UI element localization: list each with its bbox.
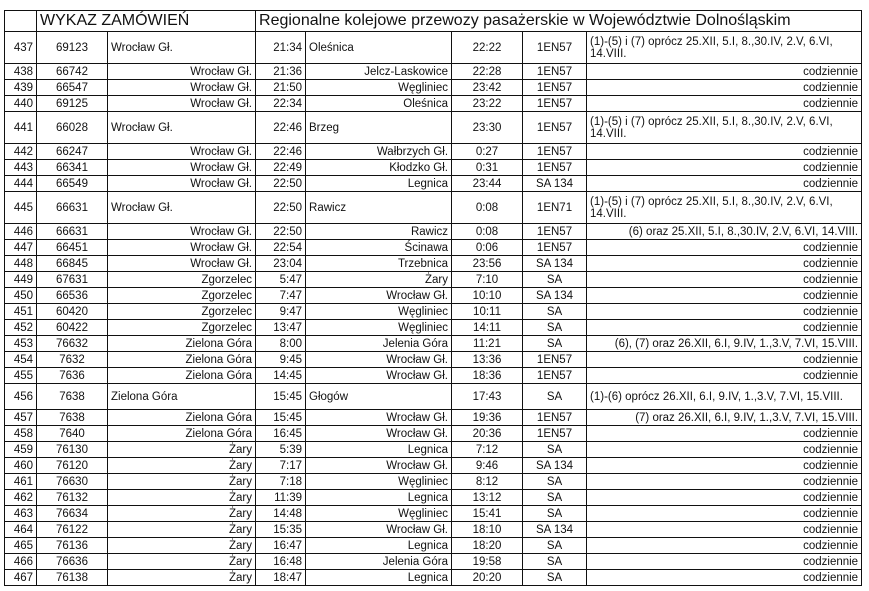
destination-station-cell: Legnica bbox=[306, 442, 452, 458]
row-number-cell: 465 bbox=[5, 538, 37, 554]
train-number-cell: 76132 bbox=[37, 490, 108, 506]
row-number-cell: 450 bbox=[5, 288, 37, 304]
rolling-stock-cell: SA bbox=[523, 320, 587, 336]
departure-time-cell: 7:18 bbox=[256, 474, 306, 490]
row-number-cell: 454 bbox=[5, 352, 37, 368]
train-number-cell: 76122 bbox=[37, 522, 108, 538]
table-row bbox=[5, 144, 862, 160]
rolling-stock-cell: SA bbox=[523, 272, 587, 288]
row-number-cell: 460 bbox=[5, 458, 37, 474]
table-row bbox=[5, 384, 862, 410]
destination-station-cell: Brzeg bbox=[306, 112, 452, 144]
rolling-stock-cell: 1EN57 bbox=[523, 64, 587, 80]
row-number-cell: 437 bbox=[5, 32, 37, 64]
table-row bbox=[5, 176, 862, 192]
destination-station-cell: Wrocław Gł. bbox=[306, 426, 452, 442]
row-number-cell: 467 bbox=[5, 570, 37, 586]
arrival-time-cell: 9:46 bbox=[452, 458, 523, 474]
row-number-cell: 462 bbox=[5, 490, 37, 506]
origin-station-cell: Wrocław Gł. bbox=[108, 112, 256, 144]
running-days-cell: codziennie bbox=[587, 554, 862, 570]
arrival-time-cell: 0:27 bbox=[452, 144, 523, 160]
departure-time-cell: 22:54 bbox=[256, 240, 306, 256]
train-number-cell: 66547 bbox=[37, 80, 108, 96]
destination-station-cell: Żary bbox=[306, 272, 452, 288]
origin-station-cell: Wrocław Gł. bbox=[108, 256, 256, 272]
rolling-stock-cell: 1EN57 bbox=[523, 240, 587, 256]
origin-station-cell: Zgorzelec bbox=[108, 320, 256, 336]
train-number-cell: 7638 bbox=[37, 384, 108, 410]
running-days-cell: codziennie bbox=[587, 176, 862, 192]
origin-station-cell: Wrocław Gł. bbox=[108, 160, 256, 176]
running-days-cell: (7) oraz 26.XII, 6.I, 9.IV, 1.,3.V, 7.VI, 15.VIII. bbox=[587, 410, 862, 426]
running-days-cell: codziennie bbox=[587, 144, 862, 160]
running-days-cell: codziennie bbox=[587, 570, 862, 586]
rolling-stock-cell: SA bbox=[523, 570, 587, 586]
row-number-cell: 461 bbox=[5, 474, 37, 490]
destination-station-cell: Legnica bbox=[306, 176, 452, 192]
destination-station-cell: Węgliniec bbox=[306, 506, 452, 522]
running-days-cell: codziennie bbox=[587, 160, 862, 176]
origin-station-cell: Żary bbox=[108, 570, 256, 586]
departure-time-cell: 22:34 bbox=[256, 96, 306, 112]
rolling-stock-cell: SA 134 bbox=[523, 256, 587, 272]
running-days-cell: codziennie bbox=[587, 442, 862, 458]
train-number-cell: 66631 bbox=[37, 224, 108, 240]
header-row bbox=[5, 11, 862, 32]
arrival-time-cell: 10:11 bbox=[452, 304, 523, 320]
table-row bbox=[5, 410, 862, 426]
destination-station-cell: Rawicz bbox=[306, 192, 452, 224]
table-row bbox=[5, 522, 862, 538]
departure-time-cell: 23:04 bbox=[256, 256, 306, 272]
table-row bbox=[5, 96, 862, 112]
arrival-time-cell: 14:11 bbox=[452, 320, 523, 336]
row-number-cell: 455 bbox=[5, 368, 37, 384]
running-days-cell: (6) oraz 25.XII, 5.I, 8.,30.IV, 2.V, 6.VI, 14.VIII. bbox=[587, 224, 862, 240]
departure-time-cell: 22:46 bbox=[256, 112, 306, 144]
running-days-cell: codziennie bbox=[587, 538, 862, 554]
departure-time-cell: 14:48 bbox=[256, 506, 306, 522]
rolling-stock-cell: SA 134 bbox=[523, 176, 587, 192]
destination-station-cell: Węgliniec bbox=[306, 80, 452, 96]
rolling-stock-cell: 1EN71 bbox=[523, 192, 587, 224]
origin-station-cell: Zgorzelec bbox=[108, 304, 256, 320]
rolling-stock-cell: 1EN57 bbox=[523, 368, 587, 384]
origin-station-cell: Wrocław Gł. bbox=[108, 224, 256, 240]
departure-time-cell: 16:45 bbox=[256, 426, 306, 442]
arrival-time-cell: 18:36 bbox=[452, 368, 523, 384]
train-number-cell: 60420 bbox=[37, 304, 108, 320]
running-days-cell: (1)-(5) i (7) oprócz 25.XII, 5.I, 8.,30.IV, 2.V, 6.VI, 14.VIII. bbox=[587, 32, 862, 64]
header-blank-cell bbox=[5, 11, 37, 32]
row-number-cell: 448 bbox=[5, 256, 37, 272]
origin-station-cell: Zielona Góra bbox=[108, 426, 256, 442]
table-row bbox=[5, 336, 862, 352]
departure-time-cell: 15:35 bbox=[256, 522, 306, 538]
table-row bbox=[5, 352, 862, 368]
row-number-cell: 449 bbox=[5, 272, 37, 288]
train-number-cell: 66845 bbox=[37, 256, 108, 272]
arrival-time-cell: 23:42 bbox=[452, 80, 523, 96]
rolling-stock-cell: SA bbox=[523, 384, 587, 410]
departure-time-cell: 21:34 bbox=[256, 32, 306, 64]
destination-station-cell: Jelenia Góra bbox=[306, 554, 452, 570]
arrival-time-cell: 0:31 bbox=[452, 160, 523, 176]
train-number-cell: 66341 bbox=[37, 160, 108, 176]
running-days-cell: (1)-(5) i (7) oprócz 25.XII, 5.I, 8.,30.IV, 2.V, 6.VI, 14.VIII. bbox=[587, 192, 862, 224]
destination-station-cell: Rawicz bbox=[306, 224, 452, 240]
rolling-stock-cell: SA bbox=[523, 336, 587, 352]
arrival-time-cell: 19:58 bbox=[452, 554, 523, 570]
running-days-cell: codziennie bbox=[587, 320, 862, 336]
origin-station-cell: Zgorzelec bbox=[108, 272, 256, 288]
row-number-cell: 444 bbox=[5, 176, 37, 192]
arrival-time-cell: 7:10 bbox=[452, 272, 523, 288]
rolling-stock-cell: 1EN57 bbox=[523, 160, 587, 176]
table-row bbox=[5, 112, 862, 144]
arrival-time-cell: 0:08 bbox=[452, 224, 523, 240]
orders-list-title: WYKAZ ZAMÓWIEŃ bbox=[37, 11, 256, 32]
running-days-cell: codziennie bbox=[587, 352, 862, 368]
arrival-time-cell: 0:06 bbox=[452, 240, 523, 256]
table-row bbox=[5, 160, 862, 176]
destination-station-cell: Wrocław Gł. bbox=[306, 410, 452, 426]
table-row bbox=[5, 64, 862, 80]
arrival-time-cell: 15:41 bbox=[452, 506, 523, 522]
departure-time-cell: 9:47 bbox=[256, 304, 306, 320]
row-number-cell: 463 bbox=[5, 506, 37, 522]
table-row bbox=[5, 554, 862, 570]
origin-station-cell: Wrocław Gł. bbox=[108, 32, 256, 64]
origin-station-cell: Zielona Góra bbox=[108, 352, 256, 368]
row-number-cell: 451 bbox=[5, 304, 37, 320]
destination-station-cell: Wałbrzych Gł. bbox=[306, 144, 452, 160]
train-number-cell: 66549 bbox=[37, 176, 108, 192]
origin-station-cell: Żary bbox=[108, 442, 256, 458]
origin-station-cell: Żary bbox=[108, 458, 256, 474]
running-days-cell: codziennie bbox=[587, 288, 862, 304]
arrival-time-cell: 17:43 bbox=[452, 384, 523, 410]
origin-station-cell: Wrocław Gł. bbox=[108, 176, 256, 192]
train-number-cell: 69123 bbox=[37, 32, 108, 64]
train-number-cell: 60422 bbox=[37, 320, 108, 336]
rolling-stock-cell: 1EN57 bbox=[523, 352, 587, 368]
running-days-cell: (1)-(6) oprócz 26.XII, 6.I, 9.IV, 1.,3.V, 7.VI, 15.VIII. bbox=[587, 384, 862, 410]
rolling-stock-cell: SA 134 bbox=[523, 458, 587, 474]
destination-station-cell: Legnica bbox=[306, 570, 452, 586]
origin-station-cell: Zielona Góra bbox=[108, 368, 256, 384]
table-row bbox=[5, 490, 862, 506]
rolling-stock-cell: 1EN57 bbox=[523, 426, 587, 442]
running-days-cell: codziennie bbox=[587, 96, 862, 112]
arrival-time-cell: 22:22 bbox=[452, 32, 523, 64]
destination-station-cell: Ścinawa bbox=[306, 240, 452, 256]
departure-time-cell: 9:45 bbox=[256, 352, 306, 368]
train-number-cell: 76634 bbox=[37, 506, 108, 522]
rolling-stock-cell: 1EN57 bbox=[523, 224, 587, 240]
table-row bbox=[5, 80, 862, 96]
destination-station-cell: Wrocław Gł. bbox=[306, 458, 452, 474]
row-number-cell: 458 bbox=[5, 426, 37, 442]
arrival-time-cell: 23:22 bbox=[452, 96, 523, 112]
table-row bbox=[5, 240, 862, 256]
origin-station-cell: Wrocław Gł. bbox=[108, 144, 256, 160]
departure-time-cell: 15:45 bbox=[256, 384, 306, 410]
origin-station-cell: Zielona Góra bbox=[108, 384, 256, 410]
row-number-cell: 459 bbox=[5, 442, 37, 458]
origin-station-cell: Żary bbox=[108, 474, 256, 490]
arrival-time-cell: 8:12 bbox=[452, 474, 523, 490]
table-row bbox=[5, 320, 862, 336]
row-number-cell: 438 bbox=[5, 64, 37, 80]
running-days-cell: codziennie bbox=[587, 368, 862, 384]
arrival-time-cell: 18:10 bbox=[452, 522, 523, 538]
rolling-stock-cell: SA bbox=[523, 506, 587, 522]
rolling-stock-cell: 1EN57 bbox=[523, 96, 587, 112]
running-days-cell: codziennie bbox=[587, 490, 862, 506]
table-row bbox=[5, 32, 862, 64]
regional-transport-title: Regionalne kolejowe przewozy pasażerskie w Województwie Dolnośląskim bbox=[256, 11, 862, 32]
running-days-cell: codziennie bbox=[587, 256, 862, 272]
arrival-time-cell: 13:36 bbox=[452, 352, 523, 368]
origin-station-cell: Wrocław Gł. bbox=[108, 64, 256, 80]
departure-time-cell: 22:46 bbox=[256, 144, 306, 160]
row-number-cell: 441 bbox=[5, 112, 37, 144]
table-row bbox=[5, 474, 862, 490]
destination-station-cell: Oleśnica bbox=[306, 32, 452, 64]
departure-time-cell: 13:47 bbox=[256, 320, 306, 336]
table-row bbox=[5, 426, 862, 442]
train-number-cell: 76130 bbox=[37, 442, 108, 458]
arrival-time-cell: 23:56 bbox=[452, 256, 523, 272]
departure-time-cell: 5:39 bbox=[256, 442, 306, 458]
rolling-stock-cell: 1EN57 bbox=[523, 144, 587, 160]
running-days-cell: codziennie bbox=[587, 80, 862, 96]
destination-station-cell: Kłodzko Gł. bbox=[306, 160, 452, 176]
orders-table bbox=[4, 10, 862, 586]
departure-time-cell: 5:47 bbox=[256, 272, 306, 288]
departure-time-cell: 22:50 bbox=[256, 224, 306, 240]
row-number-cell: 440 bbox=[5, 96, 37, 112]
train-number-cell: 69125 bbox=[37, 96, 108, 112]
running-days-cell: codziennie bbox=[587, 64, 862, 80]
train-number-cell: 7636 bbox=[37, 368, 108, 384]
departure-time-cell: 22:50 bbox=[256, 192, 306, 224]
rolling-stock-cell: SA bbox=[523, 304, 587, 320]
rolling-stock-cell: SA bbox=[523, 474, 587, 490]
arrival-time-cell: 23:44 bbox=[452, 176, 523, 192]
arrival-time-cell: 20:36 bbox=[452, 426, 523, 442]
departure-time-cell: 11:39 bbox=[256, 490, 306, 506]
row-number-cell: 439 bbox=[5, 80, 37, 96]
table-row bbox=[5, 442, 862, 458]
table-row bbox=[5, 506, 862, 522]
destination-station-cell: Jelcz-Laskowice bbox=[306, 64, 452, 80]
running-days-cell: codziennie bbox=[587, 272, 862, 288]
running-days-cell: codziennie bbox=[587, 304, 862, 320]
train-number-cell: 7632 bbox=[37, 352, 108, 368]
destination-station-cell: Jelenia Góra bbox=[306, 336, 452, 352]
departure-time-cell: 7:47 bbox=[256, 288, 306, 304]
rolling-stock-cell: SA bbox=[523, 554, 587, 570]
row-number-cell: 447 bbox=[5, 240, 37, 256]
running-days-cell: codziennie bbox=[587, 426, 862, 442]
table-row bbox=[5, 256, 862, 272]
arrival-time-cell: 18:20 bbox=[452, 538, 523, 554]
table-row bbox=[5, 458, 862, 474]
rolling-stock-cell: SA bbox=[523, 538, 587, 554]
destination-station-cell: Węgliniec bbox=[306, 320, 452, 336]
departure-time-cell: 16:48 bbox=[256, 554, 306, 570]
train-number-cell: 76120 bbox=[37, 458, 108, 474]
running-days-cell: codziennie bbox=[587, 458, 862, 474]
departure-time-cell: 18:47 bbox=[256, 570, 306, 586]
row-number-cell: 452 bbox=[5, 320, 37, 336]
origin-station-cell: Żary bbox=[108, 490, 256, 506]
train-number-cell: 76630 bbox=[37, 474, 108, 490]
arrival-time-cell: 0:08 bbox=[452, 192, 523, 224]
row-number-cell: 466 bbox=[5, 554, 37, 570]
arrival-time-cell: 11:21 bbox=[452, 336, 523, 352]
rolling-stock-cell: 1EN57 bbox=[523, 410, 587, 426]
departure-time-cell: 8:00 bbox=[256, 336, 306, 352]
destination-station-cell: Głogów bbox=[306, 384, 452, 410]
rolling-stock-cell: SA 134 bbox=[523, 288, 587, 304]
row-number-cell: 457 bbox=[5, 410, 37, 426]
train-number-cell: 76636 bbox=[37, 554, 108, 570]
running-days-cell: codziennie bbox=[587, 506, 862, 522]
origin-station-cell: Żary bbox=[108, 522, 256, 538]
arrival-time-cell: 19:36 bbox=[452, 410, 523, 426]
rolling-stock-cell: 1EN57 bbox=[523, 80, 587, 96]
running-days-cell: (1)-(5) i (7) oprócz 25.XII, 5.I, 8.,30.IV, 2.V, 6.VI, 14.VIII. bbox=[587, 112, 862, 144]
departure-time-cell: 21:50 bbox=[256, 80, 306, 96]
train-number-cell: 7638 bbox=[37, 410, 108, 426]
departure-time-cell: 16:47 bbox=[256, 538, 306, 554]
table-row bbox=[5, 538, 862, 554]
origin-station-cell: Wrocław Gł. bbox=[108, 192, 256, 224]
table-row bbox=[5, 272, 862, 288]
train-number-cell: 76632 bbox=[37, 336, 108, 352]
row-number-cell: 464 bbox=[5, 522, 37, 538]
origin-station-cell: Zielona Góra bbox=[108, 410, 256, 426]
origin-station-cell: Żary bbox=[108, 506, 256, 522]
rolling-stock-cell: SA bbox=[523, 442, 587, 458]
train-number-cell: 76136 bbox=[37, 538, 108, 554]
departure-time-cell: 22:49 bbox=[256, 160, 306, 176]
rolling-stock-cell: SA 134 bbox=[523, 522, 587, 538]
row-number-cell: 456 bbox=[5, 384, 37, 410]
destination-station-cell: Wrocław Gł. bbox=[306, 368, 452, 384]
table-row bbox=[5, 368, 862, 384]
arrival-time-cell: 13:12 bbox=[452, 490, 523, 506]
rolling-stock-cell: 1EN57 bbox=[523, 32, 587, 64]
table-row bbox=[5, 570, 862, 586]
row-number-cell: 445 bbox=[5, 192, 37, 224]
train-number-cell: 66536 bbox=[37, 288, 108, 304]
table-row bbox=[5, 304, 862, 320]
running-days-cell: codziennie bbox=[587, 522, 862, 538]
row-number-cell: 442 bbox=[5, 144, 37, 160]
table-row bbox=[5, 224, 862, 240]
departure-time-cell: 14:45 bbox=[256, 368, 306, 384]
destination-station-cell: Oleśnica bbox=[306, 96, 452, 112]
arrival-time-cell: 20:20 bbox=[452, 570, 523, 586]
rolling-stock-cell: SA bbox=[523, 490, 587, 506]
origin-station-cell: Wrocław Gł. bbox=[108, 80, 256, 96]
arrival-time-cell: 7:12 bbox=[452, 442, 523, 458]
origin-station-cell: Wrocław Gł. bbox=[108, 240, 256, 256]
train-number-cell: 66742 bbox=[37, 64, 108, 80]
train-number-cell: 66451 bbox=[37, 240, 108, 256]
destination-station-cell: Węgliniec bbox=[306, 474, 452, 490]
origin-station-cell: Zgorzelec bbox=[108, 288, 256, 304]
rolling-stock-cell: 1EN57 bbox=[523, 112, 587, 144]
origin-station-cell: Żary bbox=[108, 554, 256, 570]
departure-time-cell: 22:50 bbox=[256, 176, 306, 192]
departure-time-cell: 21:36 bbox=[256, 64, 306, 80]
train-number-cell: 66631 bbox=[37, 192, 108, 224]
table-row bbox=[5, 288, 862, 304]
origin-station-cell: Żary bbox=[108, 538, 256, 554]
train-number-cell: 66028 bbox=[37, 112, 108, 144]
train-number-cell: 76138 bbox=[37, 570, 108, 586]
row-number-cell: 446 bbox=[5, 224, 37, 240]
destination-station-cell: Legnica bbox=[306, 490, 452, 506]
origin-station-cell: Zielona Góra bbox=[108, 336, 256, 352]
train-number-cell: 7640 bbox=[37, 426, 108, 442]
table-row bbox=[5, 192, 862, 224]
row-number-cell: 453 bbox=[5, 336, 37, 352]
running-days-cell: (6), (7) oraz 26.XII, 6.I, 9.IV, 1.,3.V, 7.VI, 15.VIII. bbox=[587, 336, 862, 352]
origin-station-cell: Wrocław Gł. bbox=[108, 96, 256, 112]
train-number-cell: 66247 bbox=[37, 144, 108, 160]
destination-station-cell: Węgliniec bbox=[306, 304, 452, 320]
arrival-time-cell: 22:28 bbox=[452, 64, 523, 80]
arrival-time-cell: 10:10 bbox=[452, 288, 523, 304]
arrival-time-cell: 23:30 bbox=[452, 112, 523, 144]
row-number-cell: 443 bbox=[5, 160, 37, 176]
destination-station-cell: Legnica bbox=[306, 538, 452, 554]
running-days-cell: codziennie bbox=[587, 474, 862, 490]
running-days-cell: codziennie bbox=[587, 240, 862, 256]
destination-station-cell: Wrocław Gł. bbox=[306, 352, 452, 368]
departure-time-cell: 7:17 bbox=[256, 458, 306, 474]
destination-station-cell: Wrocław Gł. bbox=[306, 288, 452, 304]
departure-time-cell: 15:45 bbox=[256, 410, 306, 426]
destination-station-cell: Wrocław Gł. bbox=[306, 522, 452, 538]
train-number-cell: 67631 bbox=[37, 272, 108, 288]
destination-station-cell: Trzebnica bbox=[306, 256, 452, 272]
